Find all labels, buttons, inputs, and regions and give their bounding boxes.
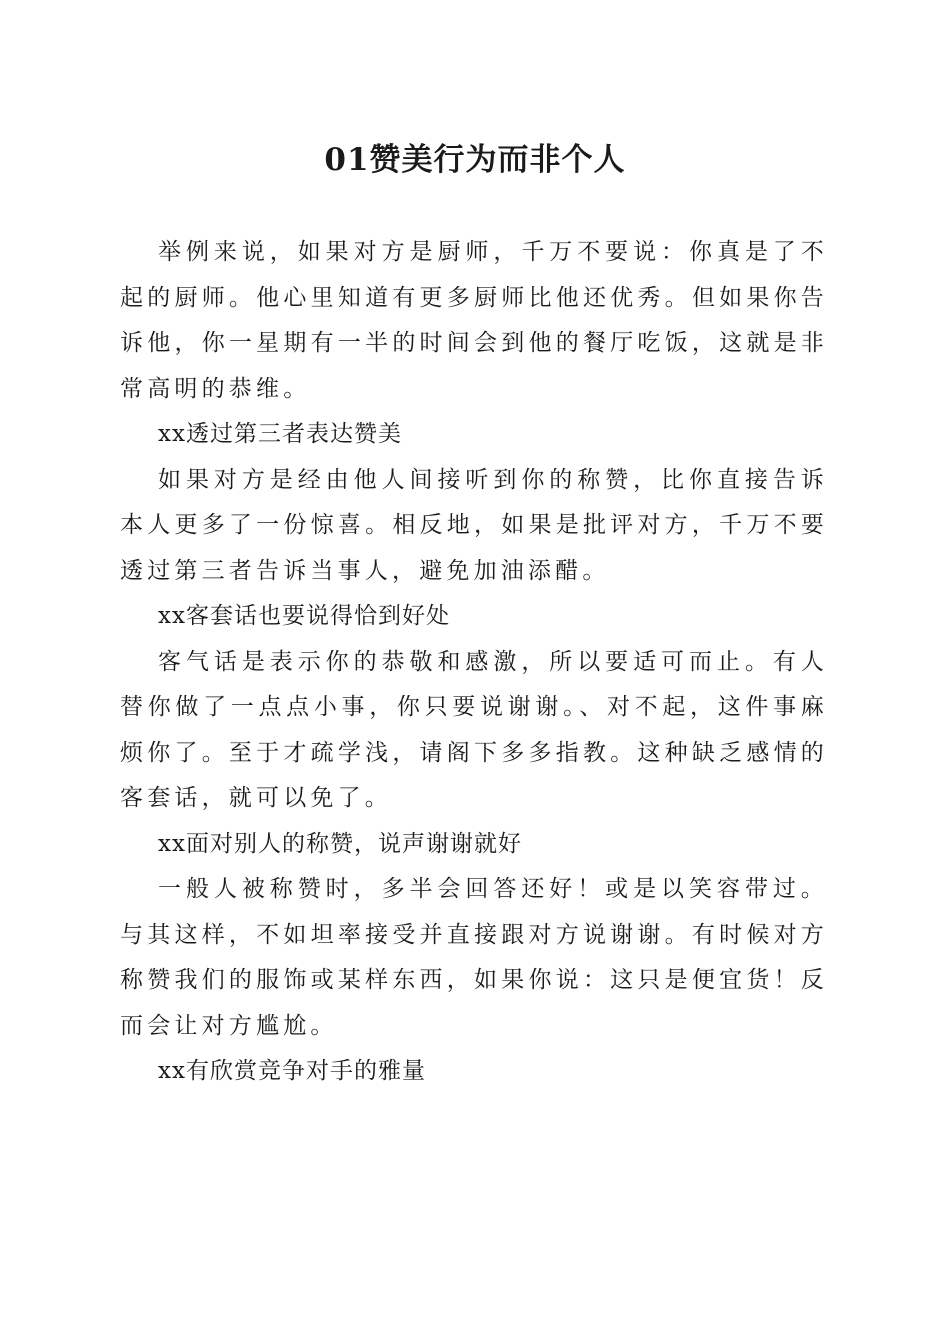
paragraph-polite-words: 客气话是表示你的恭敬和感激，所以要适可而止。有人替你做了一点点小事，你只要说谢谢。、对不起，这件事麻烦你了。至于才疏学浅，请阁下多多指教。这种缺乏感情的客套话，就可以免了。	[120, 648, 828, 811]
section-heading-appreciate-rivals: xx有欣赏竞争对手的雅量	[158, 1058, 426, 1084]
section-heading-accept-praise: xx面对别人的称赞，说声谢谢就好	[158, 830, 522, 857]
section-heading-polite-words: xx客套话也要说得恰到好处	[158, 603, 450, 629]
page-title: 01赞美行为而非个人	[324, 142, 626, 178]
paragraph-third-party-praise: 如果对方是经由他人间接听到你的称赞，比你直接告诉本人更多了一份惊喜。相反地，如果是批评对方，千万不要透过第三者告诉当事人，避免加油添醋。	[120, 466, 828, 584]
paragraph-chef-example: 举例来说，如果对方是厨师，千万不要说：你真是了不起的厨师。他心里知道有更多厨师比他还优秀。但如果你告诉他，你一星期有一半的时间会到他的餐厅吃饭，这就是非常高明的恭维。	[120, 239, 828, 402]
document-body	[120, 230, 828, 1095]
paragraph-accept-praise: 一般人被称赞时，多半会回答还好！或是以笑容带过。与其这样，不如坦率接受并直接跟对方说谢谢。有时候对方称赞我们的服饰或某样东西，如果你说：这只是便宜货！反而会让对方尴尬。	[120, 876, 828, 1039]
section-heading-third-party-praise: xx透过第三者表达赞美	[158, 421, 402, 447]
